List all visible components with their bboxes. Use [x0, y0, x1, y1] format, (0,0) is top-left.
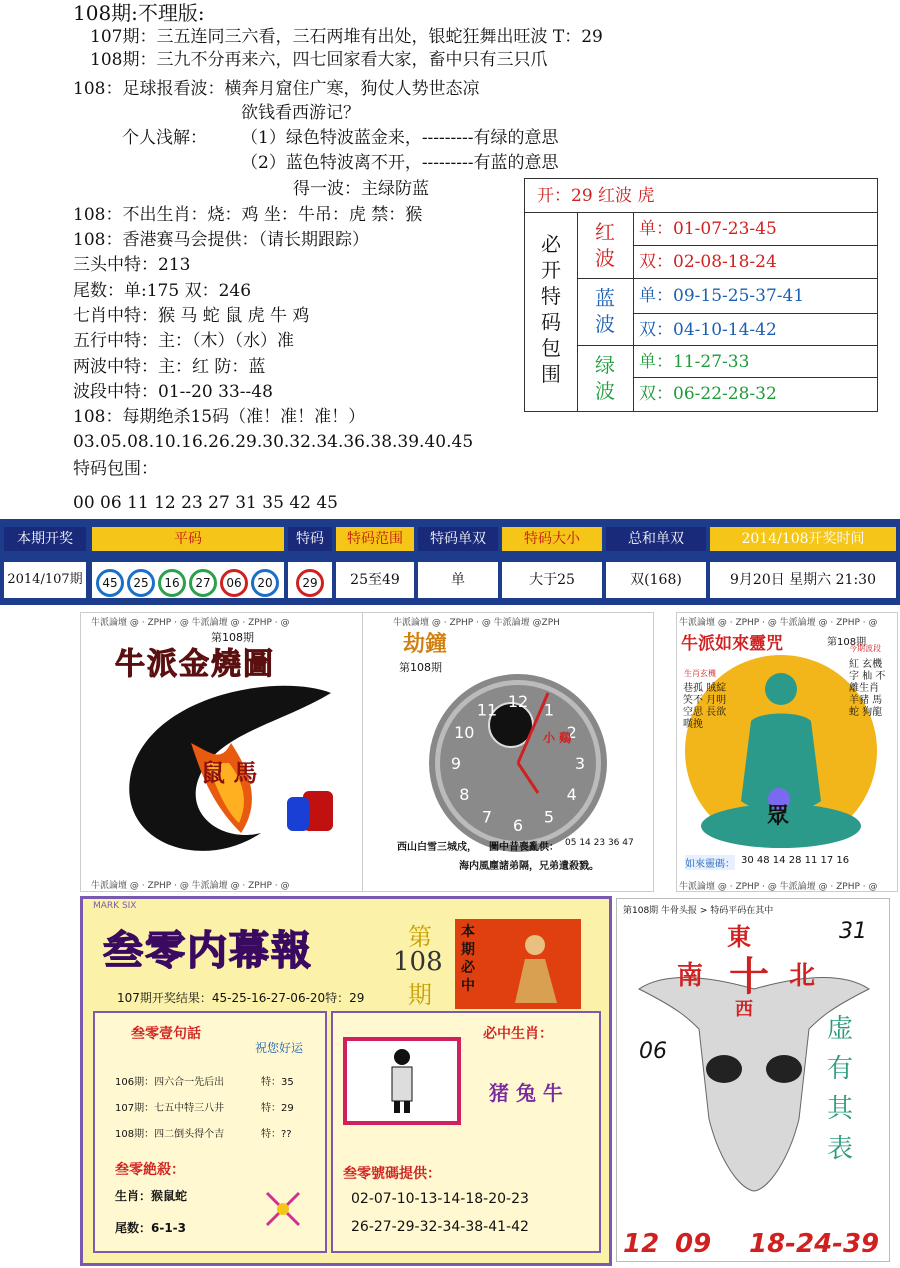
panel2-border: 牛派論壇 @ · ZPHP · @ 牛派論壇 @ZPH — [393, 618, 560, 628]
panel4-section2: 叁零絶殺： — [115, 1162, 185, 1178]
panel5-vertical-text: 虚 有 其 表 — [827, 1014, 854, 1164]
panel3-border-top: 牛派論壇 @ · ZPHP · @ 牛派論壇 @ · ZPHP · @ — [679, 618, 878, 628]
clock-num-2: 2 — [566, 723, 577, 742]
panel-buddha — [676, 612, 898, 892]
clock-center-label: 小 鷄 — [543, 731, 572, 745]
clock-num-7: 7 — [481, 807, 493, 827]
panel1-issue: 第108期 — [211, 631, 254, 644]
blue-even: 双：04-10-14-42 — [639, 320, 777, 340]
hk-line: 108：香港赛马会提供：（请长期跟踪） — [73, 230, 369, 250]
range-cell: 25至49 — [336, 562, 414, 598]
panel2-caption-3: 海内風塵諸弟隔，兄弟遺殺戮。 — [459, 861, 599, 872]
person-icon — [382, 1047, 422, 1115]
panel4-te-106: 特：35 — [261, 1077, 294, 1088]
ball-20: 20 — [251, 569, 279, 597]
blue-odd: 单：09-15-25-37-41 — [639, 286, 805, 306]
ball-16: 16 — [158, 569, 186, 597]
clock-num-11: 11 — [476, 700, 498, 720]
red-odd: 单：01-07-23-45 — [639, 219, 777, 239]
ball-27: 27 — [189, 569, 217, 597]
tail-numbers: 尾数：单:175 双：246 — [73, 281, 252, 301]
football-line: 108：足球报看波：横奔月窟住广寒，狗仗人势世态凉 — [73, 79, 480, 99]
panel4-provide-label: 叁零號碼提供： — [343, 1166, 441, 1182]
open-result: 开：29 红波 虎 — [537, 186, 655, 206]
clock-num-1: 1 — [543, 700, 555, 720]
panel5-west: 西 — [735, 999, 753, 1020]
panel5-bottom-1: 12 — [623, 1229, 660, 1259]
panel4-weishu: 尾数：6-1-3 — [115, 1221, 187, 1235]
panel4-line-108: 108期：四二倒头得个吉 — [115, 1129, 225, 1140]
panel2-caption-numbers: 05 14 23 36 47 — [565, 838, 634, 848]
panel-clock — [362, 612, 654, 892]
panel4-bizhong-values: 猪 兔 牛 — [489, 1081, 563, 1105]
ball-45: 45 — [96, 569, 124, 597]
football-line-2: 欲钱看西游记？ — [241, 103, 360, 123]
result-table — [0, 519, 900, 605]
result-line: 得一波：主绿防蓝 — [293, 179, 429, 199]
panel2-caption-1: 西山白雪三城戍， — [397, 842, 477, 853]
header-ping-ma: 平码 — [92, 527, 284, 551]
kill-numbers: 03.05.08.10.16.26.29.30.32.34.36.38.39.40.45 — [73, 432, 474, 452]
cross-star-icon — [263, 1189, 303, 1229]
green-odd: 单：11-27-33 — [639, 352, 750, 372]
option-1: （1）绿色特波蓝金来，---------有绿的意思 — [241, 128, 559, 148]
panel1-border-top: 牛派論壇 @ · ZPHP · @ 牛派論壇 @ · ZPHP · @ — [91, 618, 290, 628]
panel4-numbers-1: 02-07-10-13-14-18-20-23 — [351, 1191, 529, 1207]
panel4-issue-num: 108 — [393, 947, 443, 977]
option-2: （2）蓝色特波离不开，---------有蓝的意思 — [241, 153, 559, 173]
panel3-center-char: 眾 — [767, 803, 790, 829]
panel4-di: 第 — [408, 923, 432, 951]
panel4-left-box — [93, 1011, 327, 1253]
panel4-section1: 叁零壹句話 — [131, 1026, 201, 1042]
header-te-ma: 特码 — [288, 527, 332, 551]
header-draw-time: 2014/108开奖时间 — [710, 527, 896, 551]
panel4-line-107: 107期：七五中特三八井 — [115, 1103, 225, 1114]
panel5-header: 第108期 牛骨头报 > 特码平码在其中 — [623, 906, 774, 916]
panel4-right-box — [331, 1011, 601, 1253]
panel4-line-106: 106期：四六合一先后出 — [115, 1077, 225, 1088]
panel3-title: 牛派如來靈咒 — [681, 634, 783, 654]
clock-num-12: 12 — [507, 692, 529, 711]
figure-icon — [495, 925, 575, 1005]
issue-title: 108期:不理版: — [73, 1, 205, 25]
panel2-caption-2: 圖中昔喪亂供： — [489, 842, 559, 853]
panel3-left-tag: 生肖玄機 — [684, 669, 716, 678]
red-wave-label: 红 波 — [595, 220, 615, 270]
panel5-bottom-2: 09 — [675, 1229, 712, 1259]
panel5-east: 東 — [727, 922, 751, 951]
header-size: 特码大小 — [502, 527, 602, 551]
panel3-left-text: 巷孤 賊綻 笑不 月明 空思 長欲 嘆挽 — [683, 683, 727, 730]
panel3-right-text: 紅 玄機字 杣 不離生肖 羊豬 馬蛇 狗龍 — [849, 659, 886, 718]
panel4-must-win: 本 期 必 中 — [461, 924, 475, 994]
ball-06: 06 — [220, 569, 248, 597]
panel5-num-06: 06 — [639, 1039, 667, 1064]
time-cell: 9月20日 星期六 21:30 — [710, 562, 896, 598]
header-odd-even: 特码单双 — [418, 527, 498, 551]
panel4-qi: 期 — [408, 981, 432, 1009]
panel4-bizhong-label: 必中生肖： — [483, 1026, 553, 1042]
panel5-south: 南 — [677, 961, 704, 991]
special-label: 特码包围： — [73, 459, 158, 479]
clock-num-5: 5 — [543, 807, 555, 827]
wave-segment: 波段中特：01--20 33--48 — [73, 382, 273, 402]
panel4-numbers-2: 26-27-29-32-34-38-41-42 — [351, 1219, 529, 1235]
header-sum: 总和单双 — [606, 527, 706, 551]
panel3-code-label: 如來靈碼： — [685, 855, 735, 870]
clock-num-4: 4 — [566, 785, 577, 804]
clock-num-10: 10 — [454, 723, 475, 742]
side-label: 必 开 特 码 包 围 — [541, 232, 561, 386]
panel3-right-tag: 今期波段 — [849, 644, 881, 653]
blue-wave-label: 蓝 波 — [595, 286, 615, 336]
two-wave: 两波中特：主：红 防：蓝 — [73, 357, 266, 377]
panel5-bottom-3: 18-24-39 — [749, 1229, 880, 1259]
green-even: 双：06-22-28-32 — [639, 384, 777, 404]
panel2-issue: 第108期 — [399, 661, 442, 674]
kill-line: 108：每期绝杀15码（准！准！准！） — [73, 407, 366, 427]
panel4-te-108: 特：?? — [261, 1129, 292, 1140]
panel1-figure-text: 鼠 馬 — [201, 758, 258, 787]
panel4-picture — [343, 1037, 461, 1125]
panel4-te-107: 特：29 — [261, 1103, 294, 1114]
line-108: 108期：三九不分再来六，四七回家看大家，畜中只有三只爪 — [90, 50, 548, 70]
panel1-title: 牛派金燒圖 — [115, 647, 275, 682]
special-code-box — [524, 178, 878, 412]
panel3-border-bottom: 牛派論壇 @ · ZPHP · @ 牛派論壇 @ · ZPHP · @ — [679, 882, 878, 892]
panel4-title: 叁零内幕報 — [103, 927, 313, 974]
panel4-wish: 祝您好运 — [255, 1041, 304, 1055]
five-elements: 五行中特：主：（木）（水）准 — [73, 331, 294, 351]
clock-num-3: 3 — [574, 754, 586, 773]
odd-even-cell: 单 — [418, 562, 498, 598]
te-cell — [288, 562, 332, 598]
issue-cell: 2014/107期 — [4, 562, 86, 598]
personal-label: 个人浅解： — [122, 128, 207, 148]
panel4-last-result: 107期开奖结果：45-25-16-27-06-20特：29 — [117, 991, 365, 1005]
clock-num-9: 9 — [450, 754, 462, 773]
three-head: 三头中特：213 — [73, 255, 191, 275]
line-107: 107期：三五连同三六看，三石两堆有出处，银蛇狂舞出旺波 T：29 — [90, 27, 603, 47]
size-cell: 大于25 — [502, 562, 602, 598]
clock-face-icon — [418, 653, 618, 853]
panel4-shengxiao: 生肖：猴鼠蛇 — [115, 1189, 188, 1203]
panel-skull — [616, 898, 890, 1262]
red-blue-shape-icon — [281, 783, 341, 843]
special-numbers: 00 06 11 12 23 27 31 35 42 45 — [73, 493, 338, 513]
clock-num-8: 8 — [459, 785, 470, 804]
panel5-num-31: 31 — [839, 919, 867, 944]
red-even: 双：02-08-18-24 — [639, 252, 777, 272]
clock-num-6: 6 — [512, 816, 524, 835]
balls-cell — [92, 562, 284, 598]
panel5-north: 北 — [789, 961, 816, 991]
zodiac-line: 108：不出生肖：烧：鸡 坐：牛吊：虎 禁：猴 — [73, 205, 423, 225]
green-wave-label: 绿 波 — [595, 353, 615, 403]
panel5-ten: 十 — [729, 953, 769, 1000]
sum-cell: 双(168) — [606, 562, 706, 598]
ball-25: 25 — [127, 569, 155, 597]
header-range: 特码范围 — [336, 527, 414, 551]
panel4-border: MARK SIX — [93, 901, 137, 911]
header-current-open: 本期开奖 — [4, 527, 86, 551]
panel-burn-chart — [80, 612, 364, 892]
panel1-border-bottom: 牛派論壇 @ · ZPHP · @ 牛派論壇 @ · ZPHP · @ — [91, 881, 290, 891]
seven-zodiac: 七肖中特：猴 马 蛇 鼠 虎 牛 鸡 — [73, 306, 310, 326]
panel2-title: 劫鐘 — [403, 631, 448, 657]
te-ball: 29 — [296, 569, 324, 597]
panel4-portrait — [455, 919, 581, 1009]
panel3-issue: 第108期 — [827, 637, 867, 648]
panel-inside-news — [80, 896, 612, 1266]
panel3-code: 30 48 14 28 11 17 16 — [741, 855, 850, 866]
